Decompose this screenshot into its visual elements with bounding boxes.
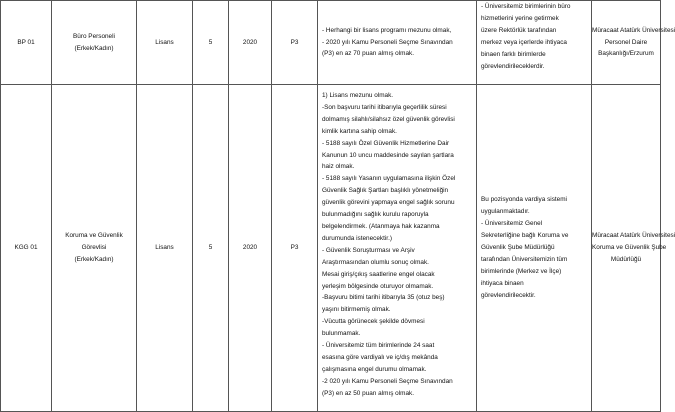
score-type: P3 bbox=[272, 1, 318, 85]
education-level: Lisans bbox=[137, 1, 193, 85]
requirements: - Herhangi bir lisans programı mezunu olmak, - 2020 yılı Kamu Personeli Seçme Sınavından (P3) en az 70 puan almış olmak. bbox=[318, 1, 477, 85]
education-level: Lisans bbox=[137, 85, 193, 412]
table-row bbox=[1, 1, 661, 85]
position-count: 5 bbox=[193, 1, 229, 85]
position-title: Koruma ve Güvenlik Görevlisi (Erkek/Kadın) bbox=[52, 85, 137, 412]
requirements: 1) Lisans mezunu olmak. -Son başvuru tarihi itibarıyla geçerlilik süresi dolmamış silahlı/silahsız özel güvenlik görevlisi kimlik kartına sahip olmak. - 5188 sayılı Özel Güvenlik Hizmetlerine Dair Kanunun 10 uncu maddesinde sayılan şartlara haiz olmak. - 5188 sayılı Yasanın uygulamasına ilişkin Özel Güvenlik Sağlık Şartları başlıklı yönetmeliğin güvenlik görevini yapmaya engel sağlık sorunu bulunmadığını sağlık kurulu raporuyla belgelendirmek. (Atanmaya hak kazanma durumunda istenecektir.) - Güvenlik Soruşturması ve Arşiv Araştırmasından olumlu sonuç olmak. Mesai giriş/çıkış saatlerine engel olacak yerleşim bölgesinde oturuyor olmamak. -Başvuru bitimi tarihi itibarıyla 35 (otuz beş) yaşını bitirmemiş olmak. -Vücutta görünecek şekilde dövmesi bulunmamak. - Üniversitemiz tüm birimlerinde 24 saat esasına göre vardiyalı ve iç/dış mekânda çalışmasına engel durumu olmamak. -2 020 yılı Kamu Personeli Seçme Sınavından (P3) en az 50 puan almış olmak. bbox=[318, 85, 477, 412]
notes: - Üniversitemiz birimlerinin büro hizmetlerini yerine getirmek üzere Rektörlük tarafından merkez veya içerlerde ihtiyaca binaen farklı birimlerde görevlendirileceklerdir. bbox=[477, 1, 592, 85]
application-unit: Müracaat Atatürk Üniversitesi Koruma ve Güvenlik Şube Müdürlüğü bbox=[592, 85, 661, 412]
position-title: Büro Personeli (Erkek/Kadın) bbox=[52, 1, 137, 85]
table-row bbox=[1, 85, 661, 412]
score-type: P3 bbox=[272, 85, 318, 412]
position-count: 5 bbox=[193, 85, 229, 412]
application-unit: Müracaat Atatürk Üniversitesi Personel Daire Başkanlığı/Erzurum bbox=[592, 1, 661, 85]
kpss-year: 2020 bbox=[229, 1, 272, 85]
position-code: BP 01 bbox=[1, 1, 52, 85]
notes: Bu pozisyonda vardiya sistemi uygulanmaktadır. - Üniversitemiz Genel Sekreterliğine bağlı Koruma ve Güvenlik Şube Müdürlüğü tarafından Üniversitemizin tüm birimlerinde (Merkez ve İlçe) ihtiyaca binaen görevlendirilecektir. bbox=[477, 85, 592, 412]
kpss-year: 2020 bbox=[229, 85, 272, 412]
position-code: KGG 01 bbox=[1, 85, 52, 412]
